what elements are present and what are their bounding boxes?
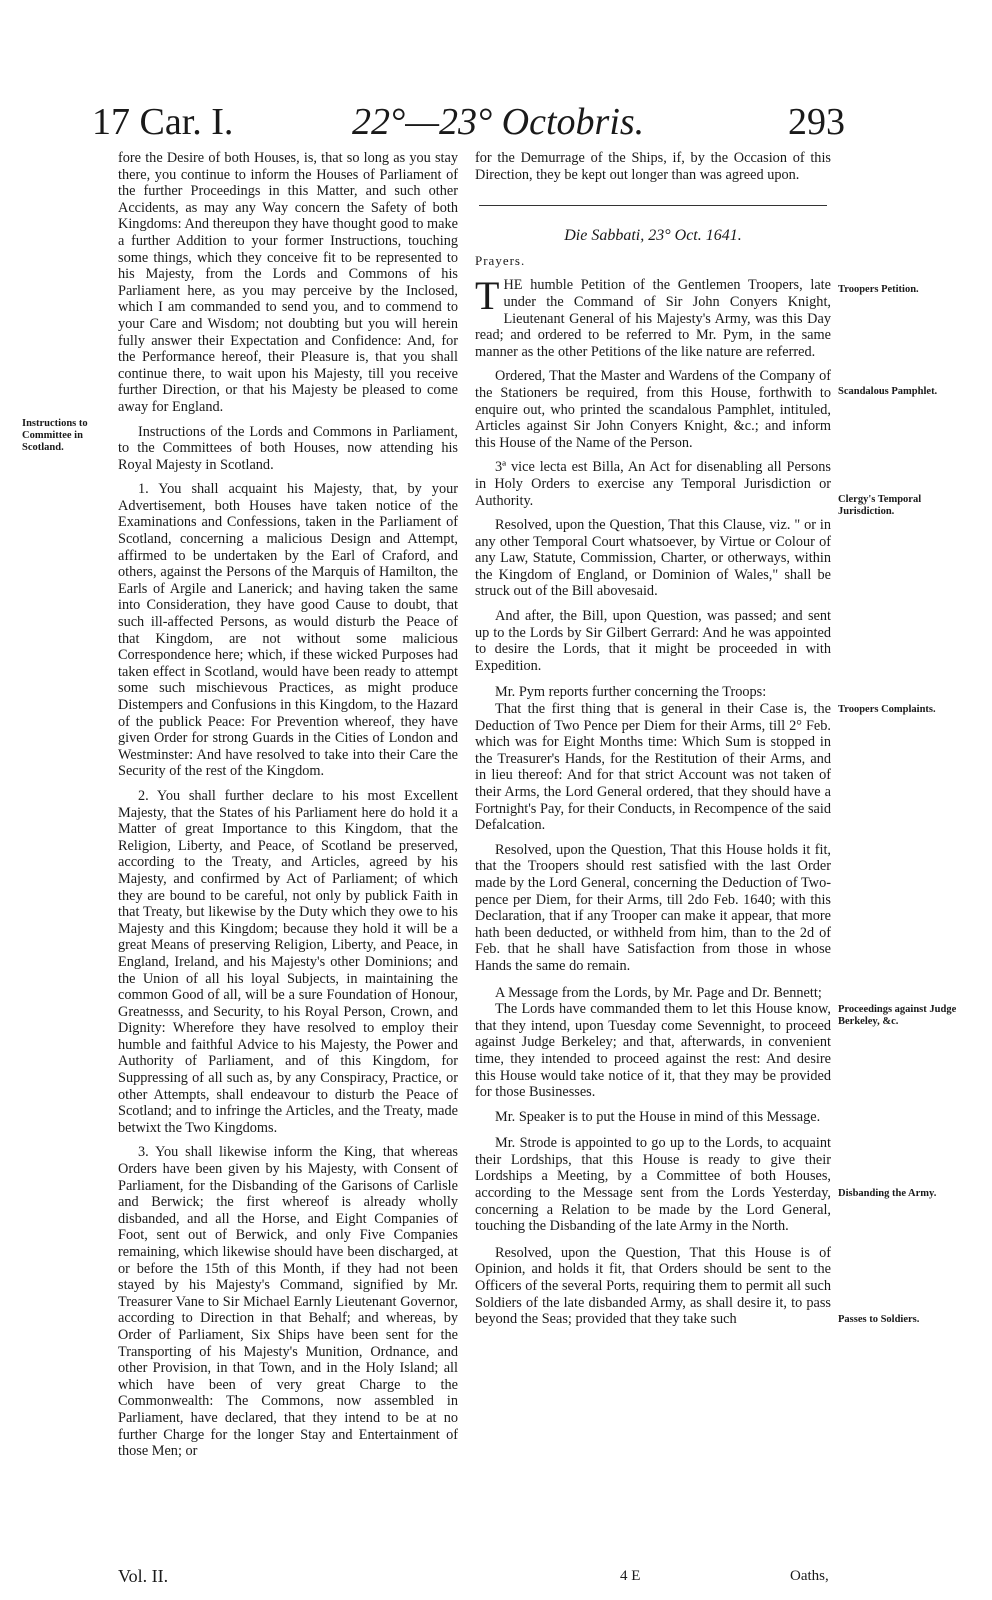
instruction-3: 3. You shall likewise inform the King, that whereas Orders have been given by his Majesty, with Consent of Parliament, for the Disbanding of the Garisons of Carlisle and Berwick; the first whereof is already wholly disbanded, and all the Horse, and Eight Companies of Foot, sent out of Berwick, and only Five Companies remaining, which likewise should have been discharged, at or before the 15th of this Month, if they had not been stayed by his Majesty's Command, signified by Mr. Treasurer Vane to Sir Michael Earnly Lieutenant Governor, according to Direction in that Behalf; and whereas, by Order of Parliament, Six Ships have been sent for the Transporting of his Majesty's Munition, Ordnance, and other Provision, in that Town, and in the Holy Island; all which have been of very great Charge to the Commonwealth: The Commons, now assembled in Parliament, have declared, that they intend to be at no further Charge for the longer Stay and Entertainment of those Men; or: [118, 1144, 458, 1460]
left-column: [118, 150, 458, 1468]
margin-note-troopers-petition: Troopers Petition.: [838, 284, 919, 295]
speaker-reminder: Mr. Speaker is to put the House in mind of this Message.: [495, 1108, 821, 1125]
drop-cap: T: [475, 273, 500, 319]
prayers-label: Prayers.: [475, 252, 526, 268]
margin-note-clergys-jurisdiction: Clergy's Temporal Jurisdiction.: [838, 494, 922, 517]
pym-report-body: That the first thing that is general in their Case is, the Deduction of Two Pence per Diem for their Arms, till 2° Feb. which was for Eight Months time: Which Sum is stopped in the Treasurer's Hands, for the Restitution of their Arms, and in lieu thereof: And for that strict Account was not taken of their Arms, the Lord General ordered, that they should have a Fortnight's Pay, for their Conducts, in Recompence of the said Defalcation.: [475, 701, 831, 834]
instruction-1: 1. You shall acquaint his Majesty, that, by your Advertisement, both Houses have taken notice of the Examinations and Confessions, taken in the Parliament of Scotland, concerning a malicious Design and Attempt, affirmed to be undertaken by the Earl of Craford, and others, against the Persons of the Marquis of Hamilton, the Earls of Argile and Lanerick; and having taken the same into Consideration, they have good Cause to doubt, that such ill-affected Persons, as would disturb the Peace of that Kingdom, are not without some malicious Correspondence here; which, if these wicked Purposes had taken effect in Scotland, would have been ready to attempt some such mischievous Practices, as might produce Distempers and Confusions in this Kingdom, to the Hazard of the publick Peace: For Prevention whereof, they have given Order for strong Guards in the Cities of London and Westminster: And have resolved to take into their Care the Security of the rest of the Kingdom.: [118, 481, 458, 780]
margin-note-disbanding-army: Disbanding the Army.: [838, 1188, 937, 1199]
volume-label: Vol. II.: [118, 1566, 169, 1586]
margin-note-passes-soldiers: Passes to Soldiers.: [838, 1314, 920, 1325]
running-header: [0, 100, 992, 150]
letter-continuation: fore the Desire of both Houses, is, that so long as you stay there, you continue to inform the Houses of Parliament of the further Proceedings in this Matter, and such other Accidents, as may any Way concern the Safety of both Kingdoms: And thereupon they have thought good to make a further Addition to your former Instructions, touching some things, which they conceive fit to be represented to his Majesty, from the Lords and Commons of his Parliament here, as you may perceive by the Inclosed, which I am commanded to send you, and to commend to your Care and Wisdom; not doubting but you will herein fully answer their Expectation and Confidence: And, for the Performance hereof, their Pleasure is, that you shall continue there, to wait upon his Majesty, till you receive further Direction, or that his Majesty be pleased to come away for England.: [118, 150, 458, 415]
margin-note-scandalous-pamphlet: Scandalous Pamphlet.: [838, 386, 938, 397]
instruction-2: 2. You shall further declare to his most Excellent Majesty, that the States of his Parliament here do hold it a Matter of great Importance to this Kingdom, that the Religion, Liberty, and Peace, of Scotland be preserved, according to the Treaty, and Articles, agreed by his Majesty, and confirmed by Act of Parliament; of which they are bound to be careful, not only by publick Faith in that Treaty, but likewise by the Duty which they owe to his Majesty and this Kingdom; because they hold it will be a great Means of preserving Religion, Liberty, and Peace, in England, Ireland, and his Majesty's other Dominions; and the Union of all his loyal Subjects, in maintaining the common Good of all, will be a sure Foundation of Honour, Greatnesss, and Security, to his Royal Person, Crown, and Dignity: Wherefore they have resolved to employ their humble and faithful Advice to his Majesty, the Power and Authority of Parliament, and of this Kingdom, for Suppressing of all such as, by any Conspiracy, Practice, or other Attempts, shall endeavour to disturb the Peace of Scotland; and to infringe the Articles, and the Treaty, made betwixt the Two Kingdoms.: [118, 787, 458, 1136]
day-heading: Die Sabbati, 23° Oct. 1641.: [564, 227, 742, 245]
catchword: Oaths,: [790, 1568, 829, 1584]
troopers-petition-text: HE humble Petition of the Gentlemen Troopers, late under the Command of Sir John Conyers Knight, Lieutenant General of his Majesty's Army, was this Day read; and ordered to be referred to Mr. Pym, in the same manner as the other Petitions of the like nature are referred.: [475, 277, 831, 360]
page-number: 293: [788, 101, 845, 143]
margin-note-instructions: Instructions to Committee in Scotland.: [22, 418, 88, 453]
lords-message-intro: A Message from the Lords, by Mr. Page and Dr. Bennett;: [495, 984, 822, 1001]
troopers-resolution: Resolved, upon the Question, That this House holds it fit, that the Troopers should rest satisfied with the last Order made by the Lord General, concerning the Deduction of Two-pence per Diem, for their Arms, till 2do Feb. 1640; with this Declaration, that if any Trooper can make it appear, that more hath been deducted, or withheld from him, than to the 2d of Feb. that he shall have Satisfaction from those in whose Hands the same do remain.: [475, 841, 831, 974]
margin-note-troopers-complaints: Troopers Complaints.: [838, 704, 936, 715]
section-divider: [479, 205, 827, 206]
strode-appointment: Mr. Strode is appointed to go up to the Lords, to acquaint their Lordships, that this House is ready to give their Lordships a Meeting, by a Committee of both Houses, according to the Message sent from the Lords Yesterday, concerning a Relation to be made by the Lord General, touching the Disbanding of the late Army in the North.: [475, 1135, 831, 1235]
margin-note-proceedings-berkeley: Proceedings against Judge Berkeley, &c.: [838, 1004, 957, 1027]
instructions-heading: Instructions of the Lords and Commons in Parliament, to the Committees of both Houses, now attending his Royal Majesty in Scotland.: [118, 423, 458, 473]
pym-report-intro: Mr. Pym reports further concerning the Troops:: [495, 684, 767, 701]
troopers-petition-paragraph: [475, 273, 831, 360]
clause-resolution: Resolved, upon the Question, That this Clause, viz. " or in any other Temporal Court whatsoever, by Virtue or Colour of any Law, Statute, Commission, Charter, or otherways, within the Kingdom of England, or Dominion of Wales," shall be struck out of the Bill abovesaid.: [475, 517, 831, 600]
demurrage-continuation: for the Demurrage of the Ships, if, by the Occasion of this Direction, they be kept out longer than was agreed upon.: [475, 150, 831, 183]
header-date: 22°—23° Octobris.: [352, 101, 645, 143]
header-regnal-year: 17 Car. I.: [92, 101, 234, 143]
right-column: [475, 150, 831, 1336]
stationers-order: Ordered, That the Master and Wardens of the Company of the Stationers be required, from this House, forthwith to enquire out, who printed the scandalous Pamphlet, intituled, Articles against Sir John Conyers Knight, &c.; and inform this House of the Name of the Person.: [475, 368, 831, 451]
passes-resolution: Resolved, upon the Question, That this House is of Opinion, and holds it fit, that Orders should be sent to the Officers of the several Ports, requiring them to permit all such Soldiers of the late disbanded Army, as shall desire it, to pass beyond the Seas; provided that they take such: [475, 1244, 831, 1328]
lords-message-body: The Lords have commanded them to let this House know, that they intend, upon Tuesday come Sevennight, to proceed against Judge Berkeley; and that, afterwards, in convenient time, they intended to proceed against the rest: And desire this House would take notice of it, that they may be provided for those Businesses.: [475, 1001, 831, 1101]
signature-mark: 4 E: [620, 1568, 641, 1584]
bill-third-reading: 3ª vice lecta est Billa, An Act for disenabling all Persons in Holy Orders to exercise any Temporal Jurisdiction or Authority.: [475, 459, 831, 509]
bill-passed: And after, the Bill, upon Question, was passed; and sent up to the Lords by Sir Gilbert Gerrard: And he was appointed to desire the Lords, that it might be proceeded in with Expedition.: [475, 608, 831, 674]
